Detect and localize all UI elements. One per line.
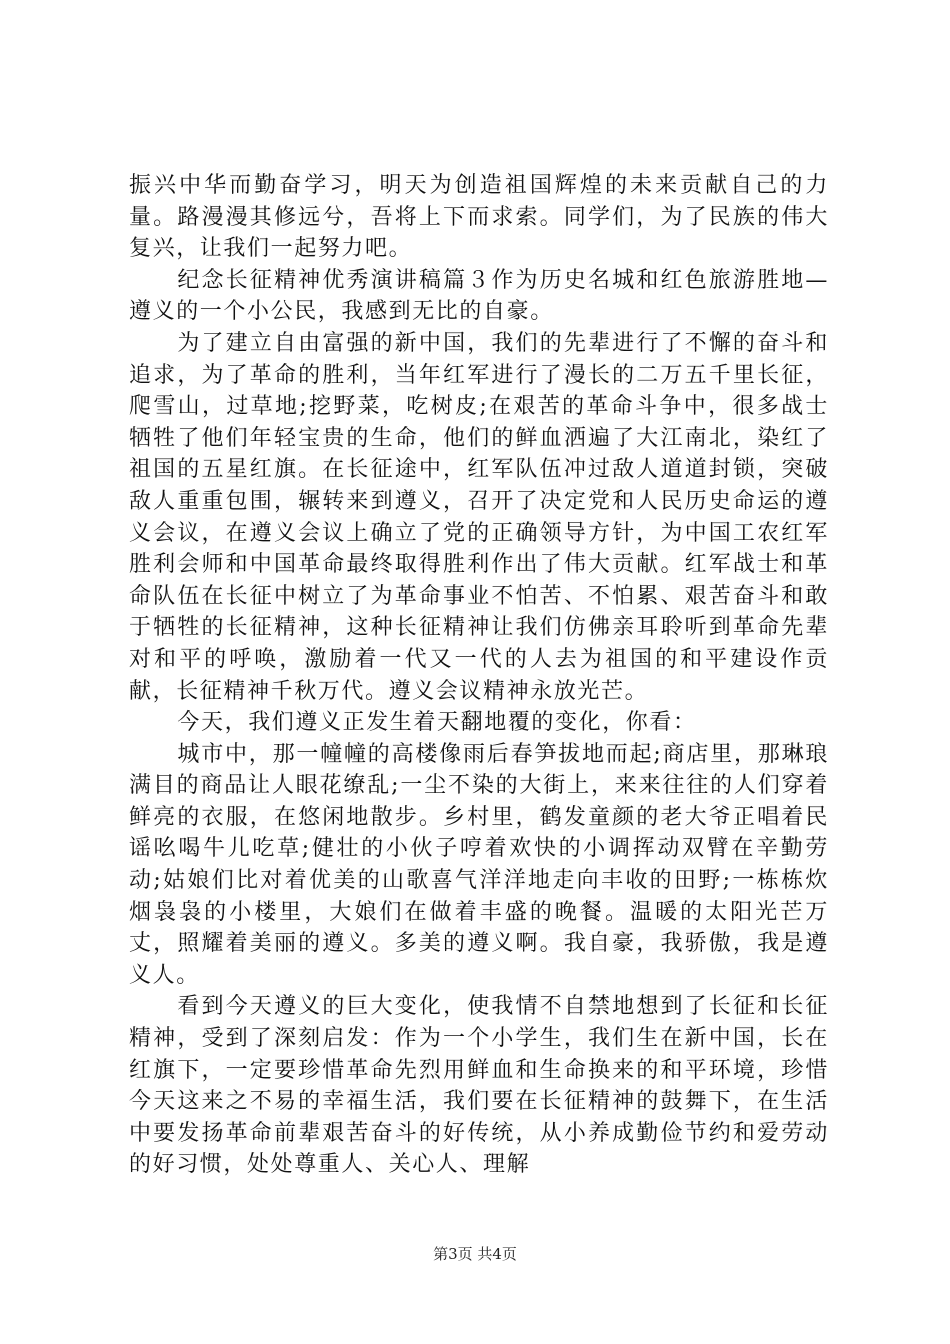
paragraph-3: 为了建立自由富强的新中国，我们的先辈进行了不懈的奋斗和追求，为了革命的胜利，当年红军进行了漫长的二万五千里长征，爬雪山，过草地;挖野菜，吃树皮;在艰苦的革命斗争中，很多战士牺牲了他们年轻宝贵的生命，他们的鲜血洒遍了大江南北，染红了祖国的五星红旗。在长征途中，红军队伍冲过敌人道道封锁，突破敌人重重包围，辗转来到遵义，召开了决定党和人民历史命运的遵义会议，在遵义会议上确立了党的正确领导方针，为中国工农红军胜利会师和中国革命最终取得胜利作出了伟大贡献。红军战士和革命队伍在长征中树立了为革命事业不怕苦、不怕累、艰苦奋斗和敢于牺牲的长征精神，这种长征精神让我们仿佛亲耳聆听到革命先辈对和平的呼唤，激励着一代又一代的人去为祖国的和平建设作贡献，长征精神千秋万代。遵义会议精神永放光芒。 xyxy=(129,330,829,704)
paragraph-2: 纪念长征精神优秀演讲稿篇３作为历史名城和红色旅游胜地—遵义的一个小公民，我感到无比的自豪。 xyxy=(129,267,829,325)
paragraph-6: 看到今天遵义的巨大变化，使我情不自禁地想到了长征和长征精神，受到了深刻启发：作为一个小学生，我们生在新中国，长在红旗下，一定要珍惜革命先烈用鲜血和生命换来的和平环境，珍惜今天这来之不易的幸福生活，我们要在长征精神的鼓舞下，在生活中要发扬革命前辈艰苦奋斗的好传统，从小养成勤俭节约和爱劳动的好习惯，处处尊重人、关心人、理解 xyxy=(129,994,829,1178)
paragraph-5: 城市中，那一幢幢的高楼像雨后春笋拔地而起;商店里，那琳琅满目的商品让人眼花缭乱;一尘不染的大街上，来来往往的人们穿着鲜亮的衣服，在悠闲地散步。乡村里，鹤发童颜的老大爷正唱着民谣吆喝牛儿吃草;健壮的小伙子哼着欢快的小调挥动双臂在辛勤劳动;姑娘们比对着优美的山歌喜气洋洋地走向丰收的田野;一栋栋炊烟袅袅的小楼里，大娘们在做着丰盛的晚餐。温暖的太阳光芒万丈，照耀着美丽的遵义。多美的遵义啊。我自豪，我骄傲，我是遵义人。 xyxy=(129,741,829,988)
page-number-footer: 第3页 共4页 xyxy=(433,1245,517,1263)
paragraph-1: 振兴中华而勤奋学习，明天为创造祖国辉煌的未来贡献自己的力量。路漫漫其修远兮，吾将上下而求索。同学们，为了民族的伟大复兴，让我们一起努力吧。 xyxy=(129,173,829,262)
paragraph-4: 今天，我们遵义正发生着天翻地覆的变化，你看： xyxy=(177,710,697,736)
document-body xyxy=(129,170,829,1181)
